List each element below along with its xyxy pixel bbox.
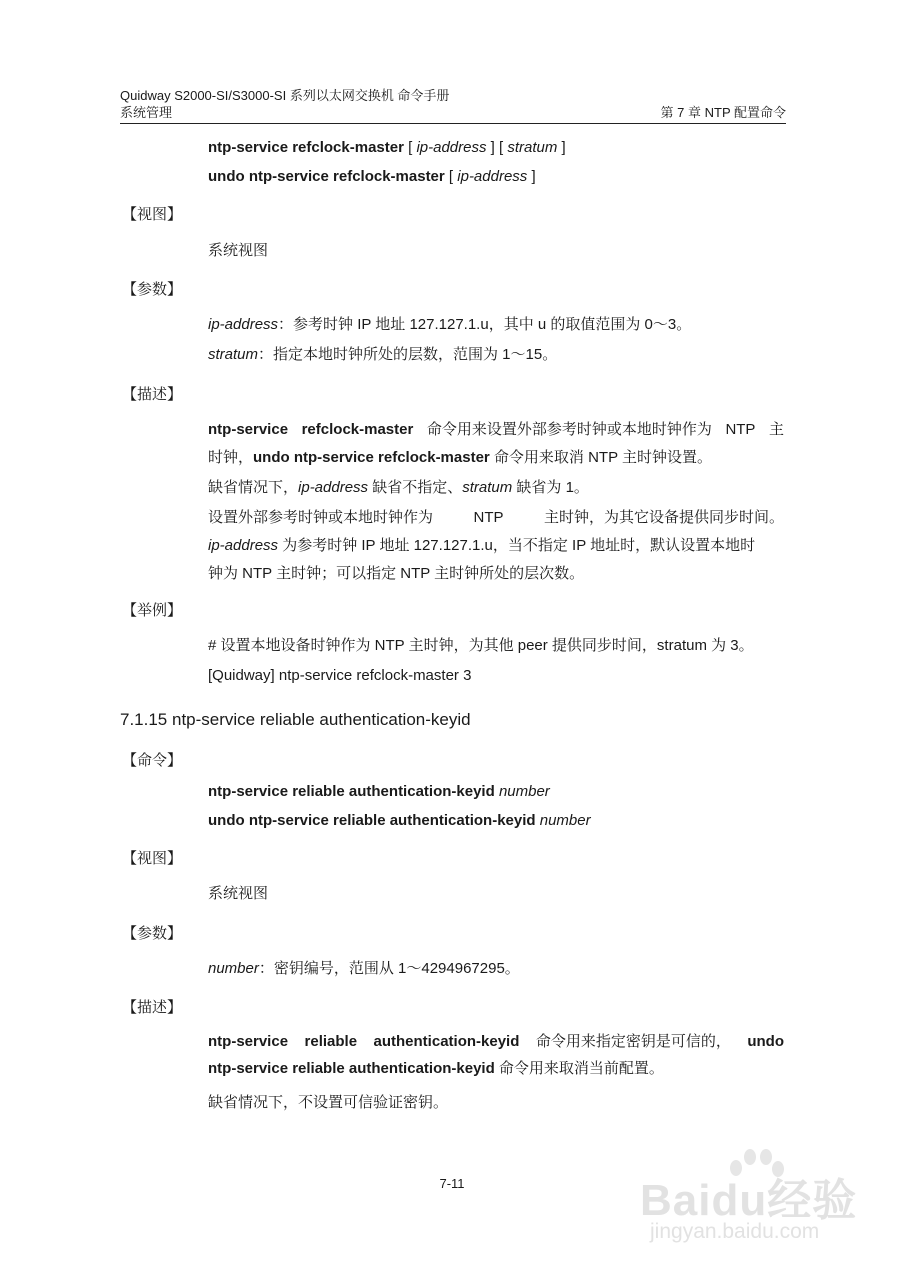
command-name: ntp-service refclock-master: [208, 139, 404, 156]
example-comment: # 设置本地设备时钟作为 NTP 主时钟，为其他 peer 提供同步时间，stratum 为 3。: [208, 637, 754, 654]
param-text: ：密钥编号，范围从 1～4294967295。: [258, 960, 520, 977]
desc-word: ntp-service: [208, 1033, 289, 1050]
command-label: 【命令】: [122, 752, 183, 769]
desc-text: 命令用来取消 NTP 主时钟设置。: [489, 449, 712, 466]
desc-label: 【描述】: [122, 386, 183, 403]
desc-word: 命令用来设置外部参考时钟或本地时钟作为: [426, 421, 712, 438]
desc-word: undo: [747, 1033, 784, 1050]
bracket: ] [: [486, 139, 508, 156]
desc-text: 命令用来取消当前配置。: [494, 1060, 664, 1077]
command-line-2: [208, 167, 536, 187]
argument: stratum: [462, 479, 513, 496]
section-heading: 7.1.15 ntp-service reliable authentication-keyid: [120, 710, 471, 729]
watermark-logo: Baidu经验: [640, 1176, 858, 1225]
command-name: undo ntp-service reliable authentication-keyid: [208, 812, 536, 829]
bracket: [: [403, 139, 417, 156]
param-text: ：指定本地时钟所处的层数，范围为 1～15。: [258, 346, 558, 363]
desc-text: 为参考时钟 IP 地址 127.127.1.u，当不指定 IP 地址时，默认设置本地时: [278, 537, 756, 554]
desc-label: 【描述】: [122, 999, 183, 1016]
command-name: ntp-service reliable authentication-keyid: [208, 783, 495, 800]
watermark-url: jingyan.baidu.com: [650, 1220, 820, 1243]
desc-word: NTP: [725, 421, 756, 438]
desc-word: authentication-keyid: [373, 1033, 520, 1050]
desc-word: reliable: [304, 1033, 358, 1050]
desc-line-5: 钟为 NTP 主时钟；可以指定 NTP 主时钟所处的层次数。: [208, 565, 585, 582]
bracket: [: [444, 168, 458, 185]
baidu-watermark: [640, 1148, 870, 1258]
command-line-3: [208, 782, 550, 802]
desc-command: ntp-service reliable authentication-keyid: [208, 1060, 495, 1077]
header-title: Quidway S2000-SI/S3000-SI 系列以太网交换机 命令手册: [120, 88, 450, 103]
view-label: 【视图】: [122, 206, 183, 223]
param-name: number: [208, 960, 259, 977]
header-row: [120, 105, 786, 121]
desc-word: NTP: [473, 509, 504, 526]
desc-word: refclock-master: [301, 421, 414, 438]
page-number: 7-11: [439, 1176, 465, 1191]
desc-word: 主时钟，为其它设备提供同步时间。: [543, 509, 784, 526]
bracket: ]: [527, 168, 536, 185]
param-stratum: [208, 345, 557, 365]
desc-line-4: [208, 536, 755, 556]
header-right: 第 7 章 NTP 配置命令: [660, 105, 786, 120]
desc-line-6: [208, 1032, 784, 1052]
param-name: ip-address: [208, 316, 279, 333]
param-label: 【参数】: [122, 281, 183, 298]
view-text: 系统视图: [208, 885, 269, 902]
argument: ip-address: [457, 168, 528, 185]
param-name: stratum: [208, 346, 259, 363]
desc-text: 时钟，: [208, 449, 254, 466]
argument: ip-address: [298, 479, 369, 496]
desc-line-1: [208, 420, 784, 440]
view-label: 【视图】: [122, 850, 183, 867]
param-label: 【参数】: [122, 925, 183, 942]
header-left: 系统管理: [120, 105, 173, 120]
example-command: [Quidway] ntp-service refclock-master 3: [208, 667, 472, 684]
desc-default: [208, 478, 589, 498]
command-line-4: [208, 811, 591, 831]
desc-word: 设置外部参考时钟或本地时钟作为: [208, 509, 434, 526]
example-label: 【举例】: [122, 602, 183, 619]
argument: ip-address: [208, 537, 279, 554]
param-number: [208, 959, 520, 979]
desc-text: 缺省不指定、: [368, 479, 463, 496]
desc-line-2: [208, 448, 712, 468]
desc-text: 缺省情况下，: [208, 479, 299, 496]
command-line-1: [208, 138, 566, 158]
param-ip-address: [208, 315, 691, 335]
argument: number: [498, 783, 550, 800]
bracket: ]: [557, 139, 566, 156]
desc-word: 主: [768, 421, 784, 438]
argument: number: [539, 812, 591, 829]
desc-line-7: [208, 1059, 664, 1079]
view-text: 系统视图: [208, 242, 269, 259]
desc-line-3: [208, 508, 784, 528]
desc-default: 缺省情况下，不设置可信验证密钥。: [208, 1094, 449, 1111]
header-divider: [120, 123, 786, 124]
desc-text: 缺省为 1。: [512, 479, 589, 496]
command-name: undo ntp-service refclock-master: [208, 168, 445, 185]
argument: stratum: [507, 139, 558, 156]
desc-word: 命令用来指定密钥是可信的，: [535, 1033, 731, 1050]
desc-command: undo ntp-service refclock-master: [253, 449, 490, 466]
desc-word: ntp-service: [208, 421, 289, 438]
argument: ip-address: [416, 139, 487, 156]
param-text: ：参考时钟 IP 地址 127.127.1.u，其中 u 的取值范围为 0～3。: [278, 316, 692, 333]
